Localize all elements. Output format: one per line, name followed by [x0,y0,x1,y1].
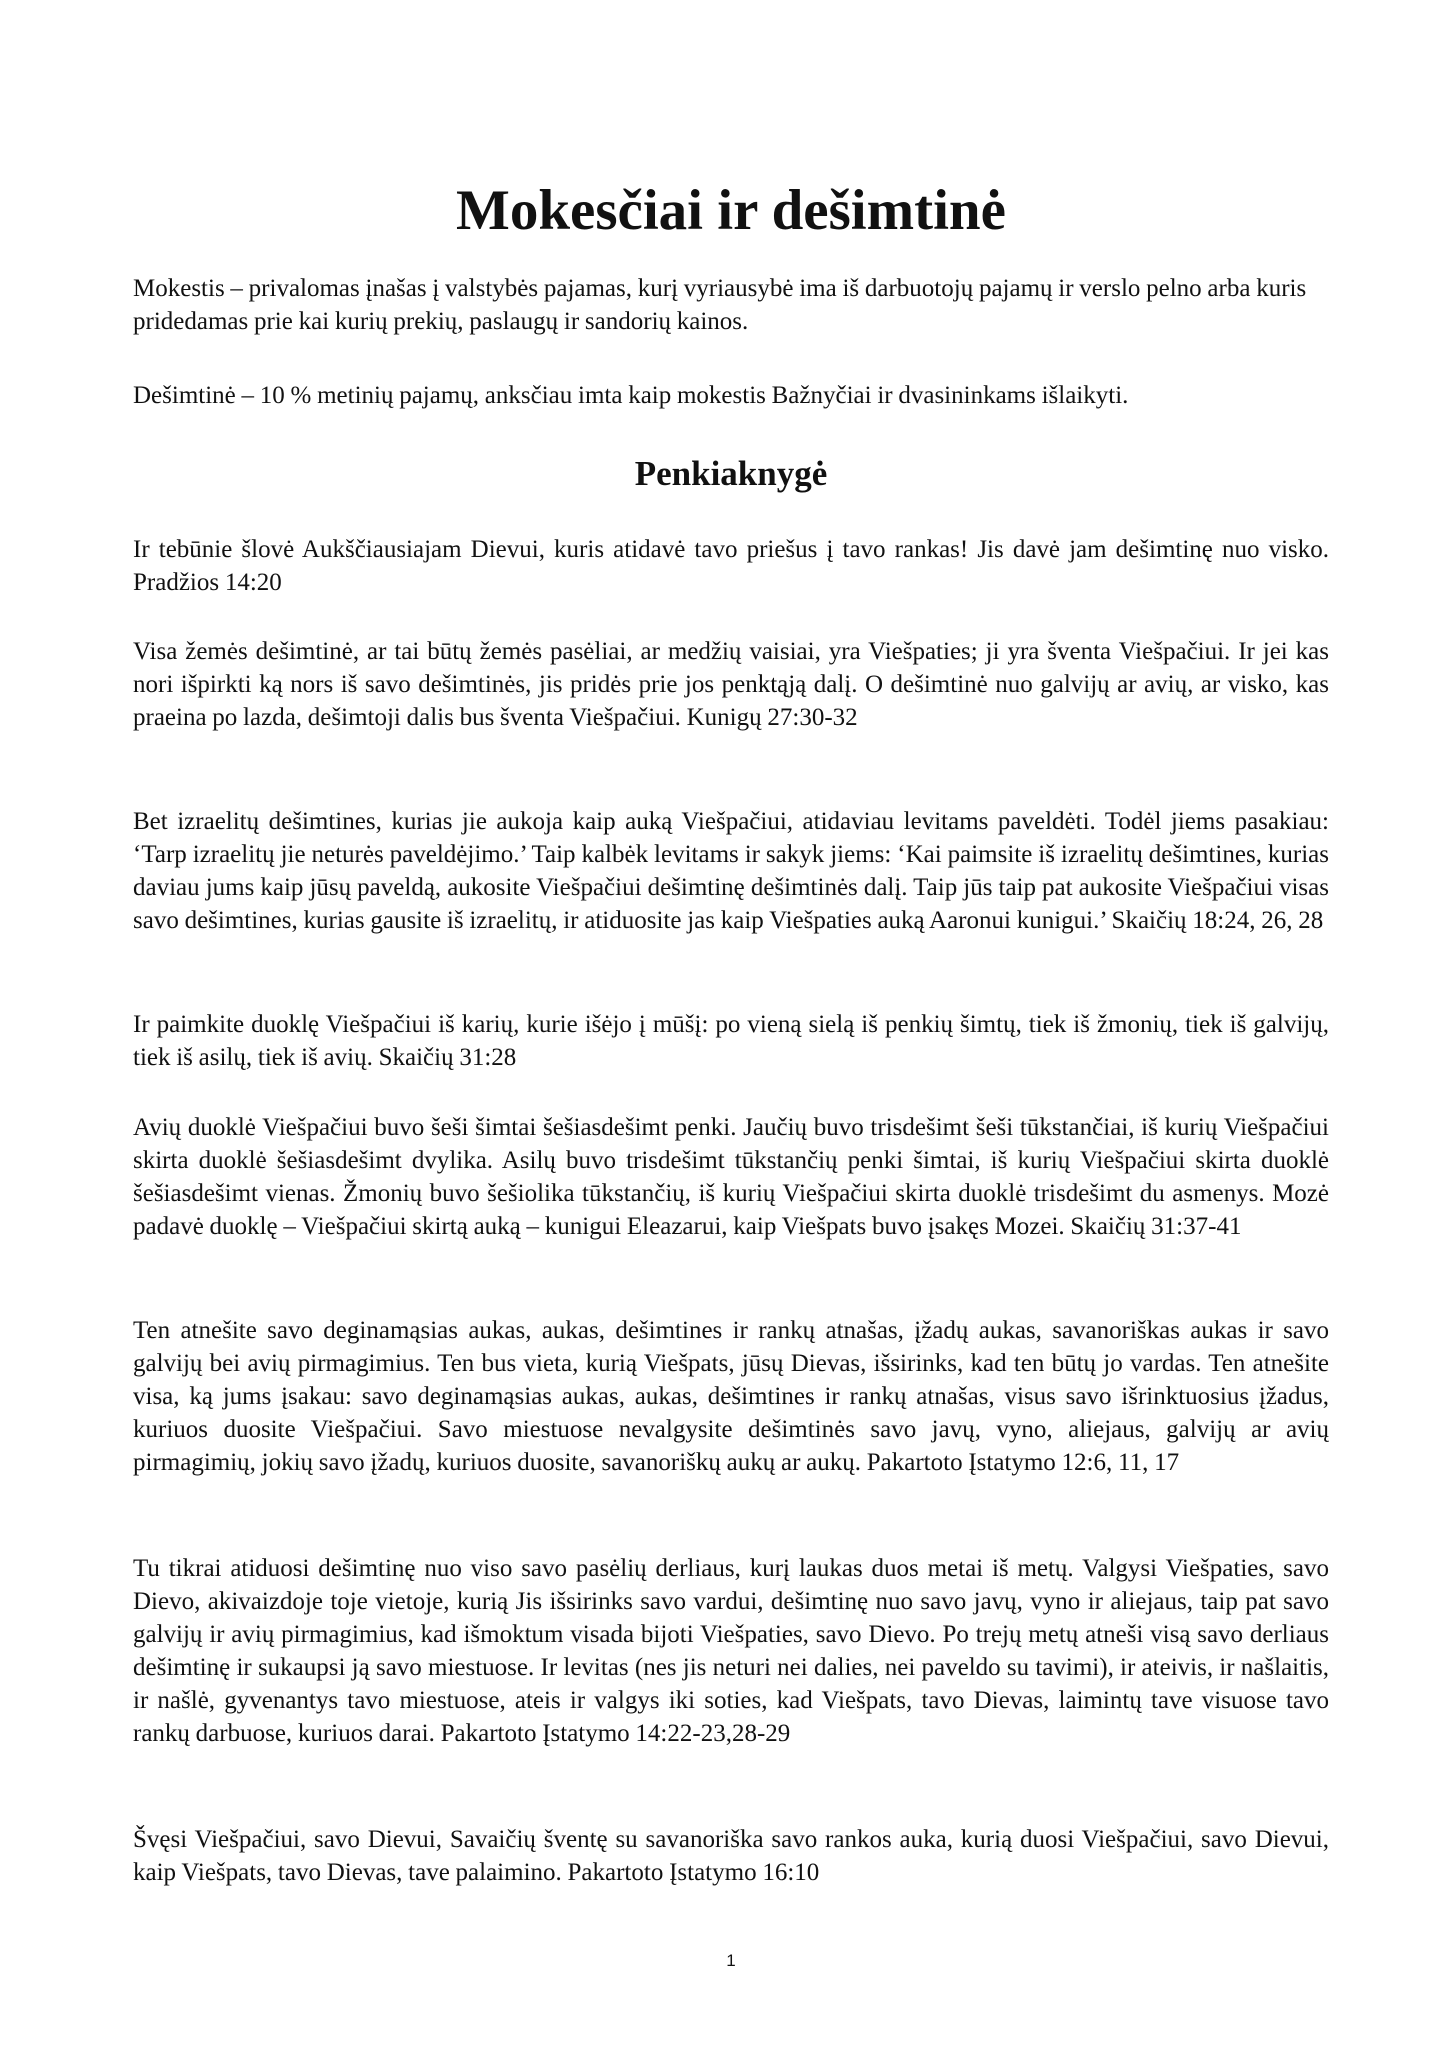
page-number: 1 [726,1951,736,1970]
definition-tithe: Dešimtinė – 10 % metinių pajamų, anksčiau imta kaip mokestis Bažnyčiai ir dvasininkams išlaikyti. [133,382,1129,409]
section-title: Penkiaknygė [634,454,828,493]
definition-tax: Mokestis – privalomas įnašas į valstybės pajamas, kurį vyriausybė ima iš darbuotojų pajamų ir verslo pelno arba kuris pridedamas prie kai kurių prekių, paslaugų ir sandorių kainos. [133,275,1307,335]
paragraph-genesis: Ir tebūnie šlovė Aukščiausiajam Dievui, kuris atidavė tavo priešus į tavo rankas! Jis davė jam dešimtinę nuo visko. Pradžios 14:20 [133,536,1329,596]
paragraph-numbers-31-37: Avių duoklė Viešpačiui buvo šeši šimtai šešiasdešimt penki. Jaučių buvo trisdešimt šeši tūkstančiai, iš kurių Viešpačiui skirta duoklė šešiasdešimt dvylika. Asilų buvo trisdešimt tūkstančių penki šimtai, iš kurių Viešpačiui skirta duoklė šešiasdešimt vienas. Žmonių buvo šešiolika tūkstančių, iš kurių Viešpačiui skirta duoklė trisdešimt du asmenys. Mozė padavė duoklę – Viešpačiui skirtą auką – kunigui Eleazarui, kaip Viešpats buvo įsakęs Mozei. Skaičių 31:37-41 [133,1114,1329,1240]
document-page [133,0,1329,2048]
paragraph-leviticus: Visa žemės dešimtinė, ar tai būtų žemės pasėliai, ar medžių vaisiai, yra Viešpaties; ji yra šventa Viešpačiui. Ir jei kas nori išpirkti ką nors iš savo dešimtinės, jis pridės prie jos penktąją dalį. O dešimtinė nuo galvijų ar avių, ar visko, kas praeina po lazda, dešimtoji dalis bus šventa Viešpačiui. Kunigų 27:30-32 [133,638,1329,731]
document-title: Mokesčiai ir dešimtinė [456,179,1006,242]
paragraph-deuteronomy-16: Švęsi Viešpačiui, savo Dievui, Savaičių šventę su savanoriška savo rankos auka, kurią duosi Viešpačiui, savo Dievui, kaip Viešpats, tavo Dievas, tave palaimino. Pakartoto Įstatymo 16:10 [133,1826,1329,1886]
paragraph-deuteronomy-12: Ten atnešite savo deginamąsias aukas, aukas, dešimtines ir rankų atnašas, įžadų aukas, savanoriškas aukas ir savo galvijų bei avių pirmagimius. Ten bus vieta, kurią Viešpats, jūsų Dievas, išsirinks, kad ten būtų jo vardas. Ten atnešite visa, ką jums įsakau: savo deginamąsias aukas, aukas, dešimtines ir rankų atnašas, visus savo išrinktuosius įžadus, kuriuos duosite Viešpačiui. Savo miestuose nevalgysite dešimtinės savo javų, vyno, aliejaus, galvijų ar avių pirmagimių, jokių savo įžadų, kuriuos duosite, savanoriškų aukų ar aukų. Pakartoto Įstatymo 12:6, 11, 17 [133,1317,1329,1476]
paragraph-numbers-31-28: Ir paimkite duoklę Viešpačiui iš karių, kurie išėjo į mūšį: po vieną sielą iš penkių šimtų, tiek iš žmonių, tiek iš galvijų, tiek iš asilų, tiek iš avių. Skaičių 31:28 [133,1011,1329,1071]
paragraph-deuteronomy-14: Tu tikrai atiduosi dešimtinę nuo viso savo pasėlių derliaus, kurį laukas duos metai iš metų. Valgysi Viešpaties, savo Dievo, akivaizdoje toje vietoje, kurią Jis išsirinks savo vardui, dešimtinę nuo savo javų, vyno ir aliejaus, taip pat savo galvijų ir avių pirmagimius, kad išmoktum visada bijoti Viešpaties, savo Dievo. Po trejų metų atneši visą savo derliaus dešimtinę ir sukaupsi ją savo miestuose. Ir levitas (nes jis neturi nei dalies, nei paveldo su tavimi), ir ateivis, ir našlaitis, ir našlė, gyvenantys tavo miestuose, ateis ir valgys iki soties, kad Viešpats, tavo Dievas, laimintų tave visuose tavo rankų darbuose, kuriuos darai. Pakartoto Įstatymo 14:22-23,28-29 [133,1555,1329,1747]
paragraph-numbers-18: Bet izraelitų dešimtines, kurias jie aukoja kaip auką Viešpačiui, atidaviau levitams paveldėti. Todėl jiems pasakiau: ‘Tarp izraelitų jie neturės paveldėjimo.’ Taip kalbėk levitams ir sakyk jiems: ‘Kai paimsite iš izraelitų dešimtines, kurias daviau jums kaip jūsų paveldą, aukosite Viešpačiui dešimtinę dešimtinės dalį. Taip jūs taip pat aukosite Viešpačiui visas savo dešimtines, kurias gausite iš izraelitų, ir atiduosite jas kaip Viešpaties auką Aaronui kunigui.’ Skaičių 18:24, 26, 28 [133,808,1329,934]
